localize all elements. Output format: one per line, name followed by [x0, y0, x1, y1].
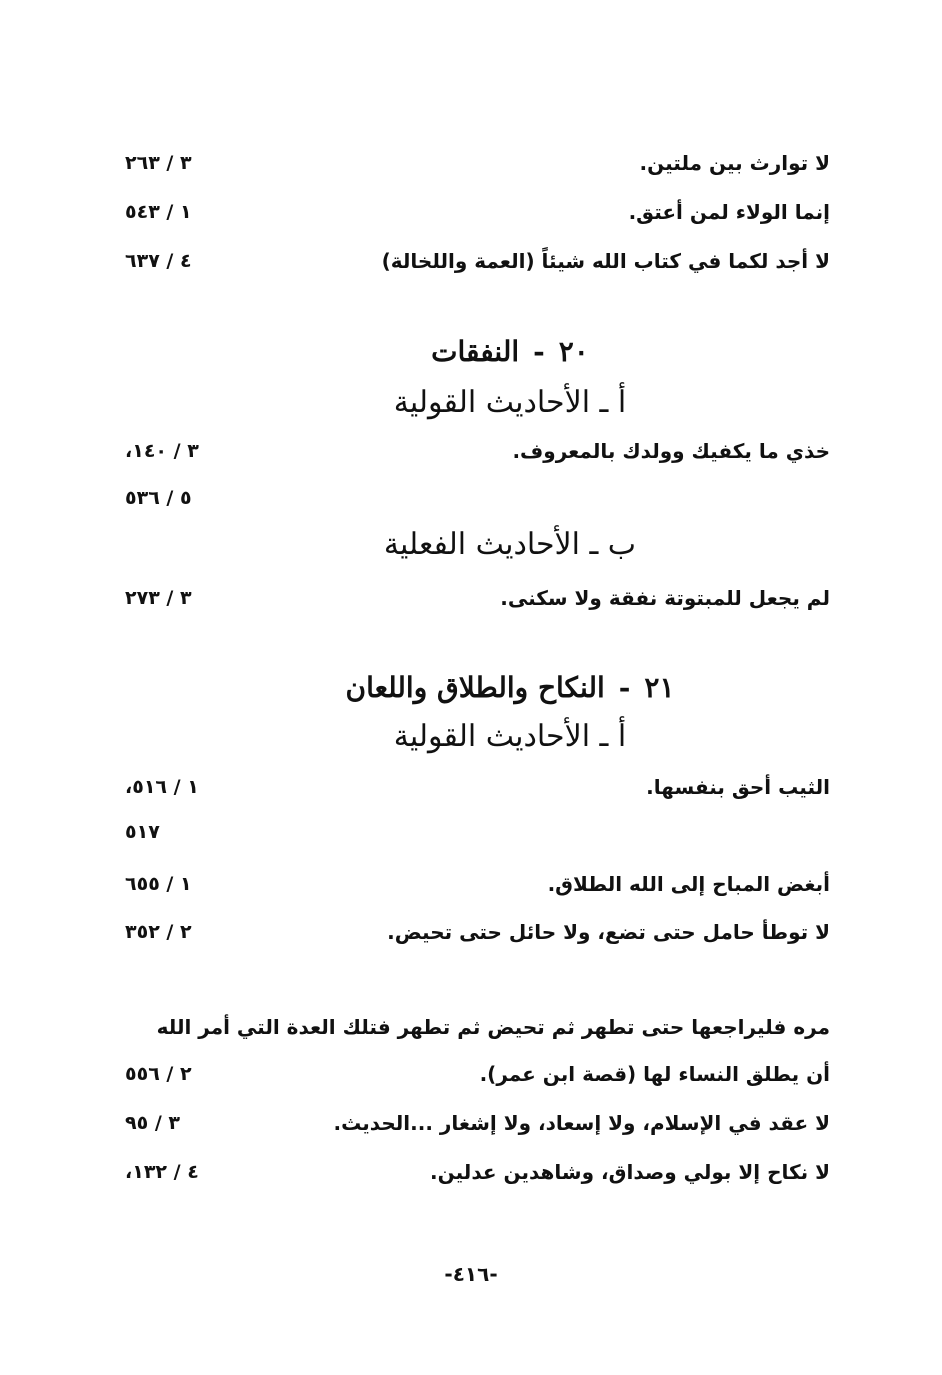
chapter-title: النكاح والطلاق واللعان	[345, 671, 605, 704]
subsection-title: أ ـ الأحاديث القولية	[393, 385, 627, 420]
hadith-text: لا نكاح إلا بولي وصداق، وشاهدين عدلين.	[430, 1160, 830, 1184]
hadith-entry	[110, 192, 830, 232]
hadith-reference-continuation	[110, 478, 830, 518]
subsection-heading	[230, 380, 790, 426]
hadith-entry-line	[110, 1007, 830, 1047]
hadith-reference: ١ / ٦٥٥	[125, 873, 192, 895]
hadith-text: لا أجد لكما في كتاب الله شيئاً (العمة واللخالة)	[381, 249, 830, 273]
chapter-heading	[230, 666, 790, 710]
hadith-entry	[110, 431, 830, 471]
page-number: -٤١٦-	[444, 1262, 498, 1286]
hadith-reference-continuation	[110, 812, 830, 852]
chapter-number: ٢١	[644, 671, 675, 704]
hadith-text: لا توطأ حامل حتى تضع، ولا حائل حتى تحيض.	[387, 920, 830, 944]
subsection-heading	[230, 522, 790, 568]
hadith-text: مره فليراجعها حتى تطهر ثم تحيض ثم تطهر فتلك العدة التي أمر الله	[156, 1015, 830, 1039]
hadith-reference: ٣ / ٩٥	[125, 1112, 180, 1134]
hadith-text: إنما الولاء لمن أعتق.	[628, 200, 830, 224]
hadith-reference: ٥١٧	[125, 821, 160, 843]
chapter-dash: -	[533, 335, 545, 368]
hadith-entry	[110, 241, 830, 281]
hadith-entry	[110, 1103, 830, 1143]
hadith-reference: ٣ / ١٤٠،	[125, 440, 199, 462]
hadith-entry	[110, 1152, 830, 1192]
hadith-text: لا عقد في الإسلام، ولا إسعاد، ولا إشغار ...الحديث.	[333, 1111, 830, 1135]
hadith-entry	[110, 1054, 830, 1094]
chapter-title: النفقات	[431, 335, 520, 368]
hadith-text: الثيب أحق بنفسها.	[646, 775, 830, 799]
chapter-number: ٢٠	[558, 335, 589, 368]
hadith-reference: ٣ / ٢٦٣	[125, 152, 192, 174]
hadith-reference: ٤ / ٦٣٧	[125, 250, 192, 272]
chapter-dash: -	[618, 671, 631, 704]
hadith-entry	[110, 767, 830, 807]
hadith-reference: ٤ / ١٣٢،	[125, 1161, 199, 1183]
hadith-reference: ٣ / ٢٧٣	[125, 587, 192, 609]
hadith-text: لا توارث بين ملتين.	[639, 151, 830, 175]
subsection-heading	[230, 714, 790, 760]
hadith-entry	[110, 912, 830, 952]
hadith-text: لم يجعل للمبتوتة نفقة ولا سكنى.	[500, 586, 830, 610]
hadith-reference: ٥ / ٥٣٦	[125, 487, 192, 509]
hadith-text: أن يطلق النساء لها (قصة ابن عمر).	[479, 1062, 830, 1086]
chapter-heading	[230, 330, 790, 374]
hadith-reference: ٢ / ٥٥٦	[125, 1063, 192, 1085]
subsection-title: ب ـ الأحاديث الفعلية	[383, 527, 637, 562]
hadith-entry	[110, 143, 830, 183]
hadith-reference: ١ / ٥٤٣	[125, 201, 192, 223]
hadith-entry	[110, 864, 830, 904]
subsection-title: أ ـ الأحاديث القولية	[393, 719, 627, 754]
hadith-entry	[110, 578, 830, 618]
hadith-reference: ٢ / ٣٥٢	[125, 921, 192, 943]
hadith-text: خذي ما يكفيك وولدك بالمعروف.	[512, 439, 830, 463]
hadith-reference: ١ / ٥١٦،	[125, 776, 199, 798]
hadith-text: أبغض المباح إلى الله الطلاق.	[547, 872, 830, 896]
